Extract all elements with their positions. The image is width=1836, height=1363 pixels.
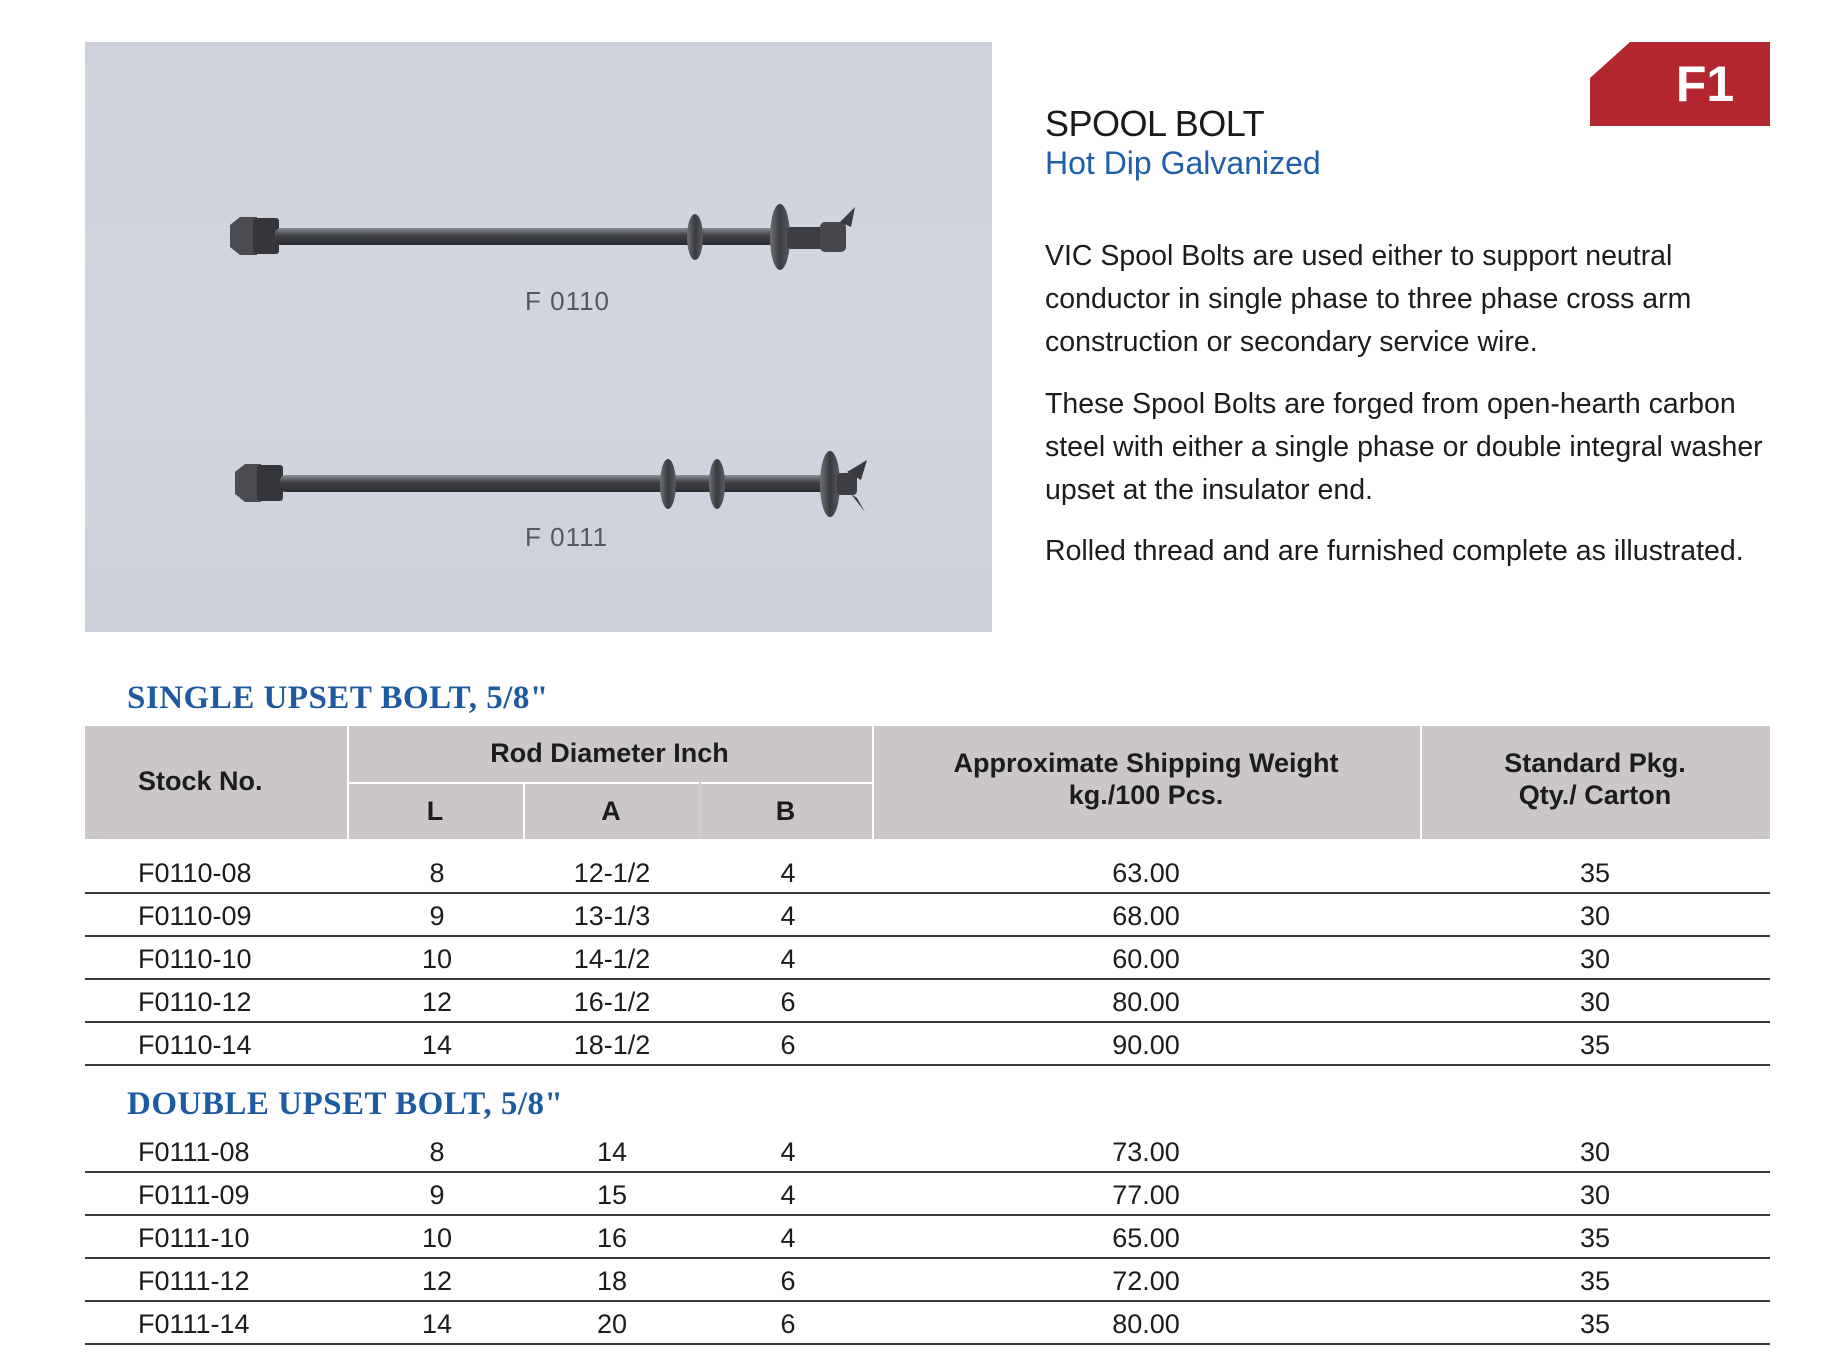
cell-qty: 35	[1579, 858, 1611, 888]
cell-weight: 80.00	[1112, 1309, 1180, 1339]
description-paragraph-3: Rolled thread and are furnished complete as illustrated.	[1045, 535, 1744, 567]
table-row	[85, 894, 1770, 937]
cell-weight: 73.00	[1112, 1137, 1180, 1167]
photo-caption-f0111: F 0111	[525, 522, 609, 552]
cell-l: 14	[421, 1309, 453, 1339]
cell-l: 9	[429, 1180, 445, 1210]
cell-a: 12-1/2	[573, 858, 651, 888]
table-row	[85, 1216, 1770, 1259]
header-weight-line1: Approximate Shipping Weight	[953, 748, 1339, 778]
cell-b: 4	[780, 1137, 796, 1167]
cell-weight: 80.00	[1112, 987, 1180, 1017]
cell-l: 8	[429, 858, 445, 888]
header-a: A	[601, 796, 621, 826]
header-b: B	[775, 796, 796, 826]
cell-stock-no: F0110-14	[138, 1030, 252, 1060]
cell-qty: 35	[1579, 1266, 1611, 1296]
header-weight-line2: kg./100 Pcs.	[1068, 780, 1224, 810]
cell-l: 12	[421, 987, 453, 1017]
cell-a: 13-1/3	[573, 901, 651, 931]
cell-qty: 30	[1579, 901, 1611, 931]
cell-a: 20	[596, 1309, 628, 1339]
cell-weight: 65.00	[1112, 1223, 1180, 1253]
table-row	[85, 1130, 1770, 1173]
product-photo	[85, 42, 992, 632]
bolt-f0110	[230, 204, 857, 270]
section-title-single: SINGLE UPSET BOLT, 5/8"	[127, 680, 549, 716]
cell-qty: 30	[1579, 1180, 1611, 1210]
cell-qty: 35	[1579, 1309, 1611, 1339]
cell-a: 16-1/2	[573, 987, 651, 1017]
cell-stock-no: F0110-12	[138, 987, 252, 1017]
cell-b: 6	[780, 1266, 796, 1296]
cell-l: 12	[421, 1266, 453, 1296]
cell-l: 9	[429, 901, 445, 931]
cell-b: 4	[780, 1223, 796, 1253]
table-row	[85, 980, 1770, 1023]
table-row	[85, 937, 1770, 980]
cell-b: 4	[780, 901, 796, 931]
cell-b: 6	[780, 987, 796, 1017]
header-qty-line1: Standard Pkg.	[1504, 748, 1686, 778]
table-row	[85, 1259, 1770, 1302]
cell-stock-no: F0110-09	[138, 901, 252, 931]
header-stock-no: Stock No.	[138, 766, 263, 796]
cell-b: 6	[780, 1309, 796, 1339]
header-qty-line2: Qty./ Carton	[1518, 780, 1672, 810]
cell-weight: 68.00	[1112, 901, 1180, 931]
description-paragraph-2: These Spool Bolts are forged from open-hearth carbon steel with either a single phase or double integral washer upset at the insulator end.	[1045, 388, 1763, 506]
cell-weight: 72.00	[1112, 1266, 1180, 1296]
bolt-f0111	[235, 451, 867, 517]
table-row	[85, 1173, 1770, 1216]
cell-a: 18-1/2	[573, 1030, 651, 1060]
cell-stock-no: F0111-10	[138, 1223, 250, 1253]
cell-stock-no: F0111-08	[138, 1137, 250, 1167]
product-title: SPOOL BOLT	[1045, 103, 1265, 144]
photo-caption-f0110: F 0110	[525, 286, 611, 316]
header-l: L	[426, 796, 444, 826]
cell-b: 6	[780, 1030, 796, 1060]
cell-qty: 30	[1579, 1137, 1611, 1167]
cell-b: 4	[780, 1180, 796, 1210]
header-rod-diameter: Rod Diameter Inch	[490, 738, 729, 768]
cell-stock-no: F0110-10	[138, 944, 252, 974]
cell-l: 10	[421, 944, 453, 974]
cell-b: 4	[780, 944, 796, 974]
page-badge	[1590, 42, 1770, 126]
cell-stock-no: F0110-08	[138, 858, 252, 888]
cell-l: 10	[421, 1223, 453, 1253]
cell-qty: 30	[1579, 944, 1611, 974]
badge-label: F1	[1675, 56, 1735, 112]
cell-stock-no: F0111-12	[138, 1266, 250, 1296]
table-header	[85, 726, 1770, 839]
cell-a: 16	[596, 1223, 628, 1253]
cell-weight: 90.00	[1112, 1030, 1180, 1060]
cell-a: 15	[596, 1180, 628, 1210]
cell-weight: 60.00	[1112, 944, 1180, 974]
cell-qty: 35	[1579, 1223, 1611, 1253]
cell-l: 14	[421, 1030, 453, 1060]
product-subtitle: Hot Dip Galvanized	[1045, 145, 1321, 181]
cell-qty: 35	[1579, 1030, 1611, 1060]
cell-stock-no: F0111-14	[138, 1309, 250, 1339]
section-title-double: DOUBLE UPSET BOLT, 5/8"	[127, 1086, 564, 1122]
cell-a: 18	[596, 1266, 628, 1296]
table-row	[85, 851, 1770, 894]
cell-b: 4	[780, 858, 796, 888]
cell-stock-no: F0111-09	[138, 1180, 250, 1210]
table-row	[85, 1023, 1770, 1066]
description-paragraph-1: VIC Spool Bolts are used either to support neutral conductor in single phase to three phase cross arm construction or secondary service wire.	[1045, 240, 1692, 358]
cell-a: 14-1/2	[573, 944, 651, 974]
cell-weight: 77.00	[1112, 1180, 1180, 1210]
cell-qty: 30	[1579, 987, 1611, 1017]
cell-l: 8	[429, 1137, 445, 1167]
cell-a: 14	[596, 1137, 628, 1167]
table-row	[85, 1302, 1770, 1345]
cell-weight: 63.00	[1112, 858, 1180, 888]
